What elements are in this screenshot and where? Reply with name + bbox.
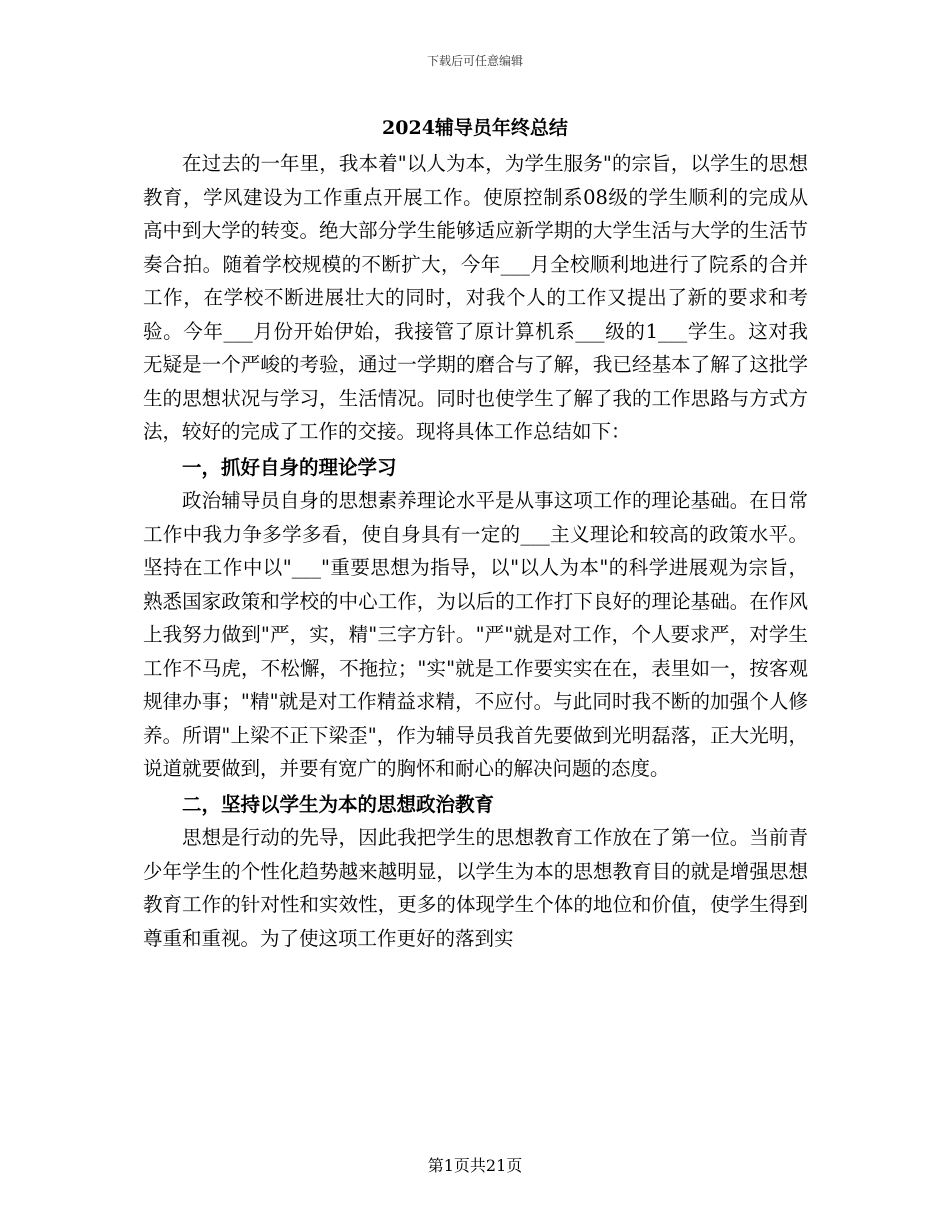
section-heading: 一，抓好自身的理论学习	[182, 455, 397, 479]
body-paragraph: 政治辅导员自身的思想素养理论水平是从事这项工作的理论基础。在日常工作中我力争多学多看，使自身具有一定的___主义理论和较高的政策水平。坚持在工作中以"___"重要思想为指导，以"以人为本"的科学进展观为宗旨，熟悉国家政策和学校的中心工作，为以后的工作打下良好的理论基础。在作风上我努力做到"严，实，精"三字方针。"严"就是对工作，个人要求严，对学生工作不马虎，不松懈，不拖拉；"实"就是工作要实实在在，表里如一，按客观规律办事；"精"就是对工作精益求精，不应付。与此同时我不断的加强个人修养。所谓"上梁不正下梁歪"，作为辅导员我首先要做到光明磊落，正大光明，说道就要做到，并要有宽广的胸怀和耐心的解决问题的态度。	[143, 489, 808, 780]
page-footer: 第1页共21页	[427, 1156, 523, 1175]
section-heading: 二，坚持以学生为本的思想政治教育	[182, 792, 495, 816]
body-paragraph: 在过去的一年里，我本着"以人为本，为学生服务"的宗旨，以学生的思想教育，学风建设为工作重点开展工作。使原控制系08级的学生顺利的完成从高中到大学的转变。绝大部分学生能够适应新学期的大学生活与大学的生活节奏合拍。随着学校规模的不断扩大，今年___月全校顺利地进行了院系的合并工作，在学校不断进展壮大的同时，对我个人的工作又提出了新的要求和考验。今年___月份开始伊始，我接管了原计算机系___级的1___学生。这对我无疑是一个严峻的考验，通过一学期的磨合与了解，我已经基本了解了这批学生的思想状况与学习，生活情况。同时也使学生了解了我的工作思路与方式方法，较好的完成了工作的交接。现将具体工作总结如下：	[143, 152, 808, 443]
page-header-note: 下载后可任意编辑	[426, 54, 523, 68]
document-title: 2024辅导员年终总结	[382, 117, 568, 139]
body-paragraph: 思想是行动的先导，因此我把学生的思想教育工作放在了第一位。当前青少年学生的个性化趋势越来越明显，以学生为本的思想教育目的就是增强思想教育工作的针对性和实效性，更多的体现学生个体的地位和价值，使学生得到尊重和重视。为了使这项工作更好的落到实	[143, 826, 808, 950]
document-body	[143, 147, 808, 955]
